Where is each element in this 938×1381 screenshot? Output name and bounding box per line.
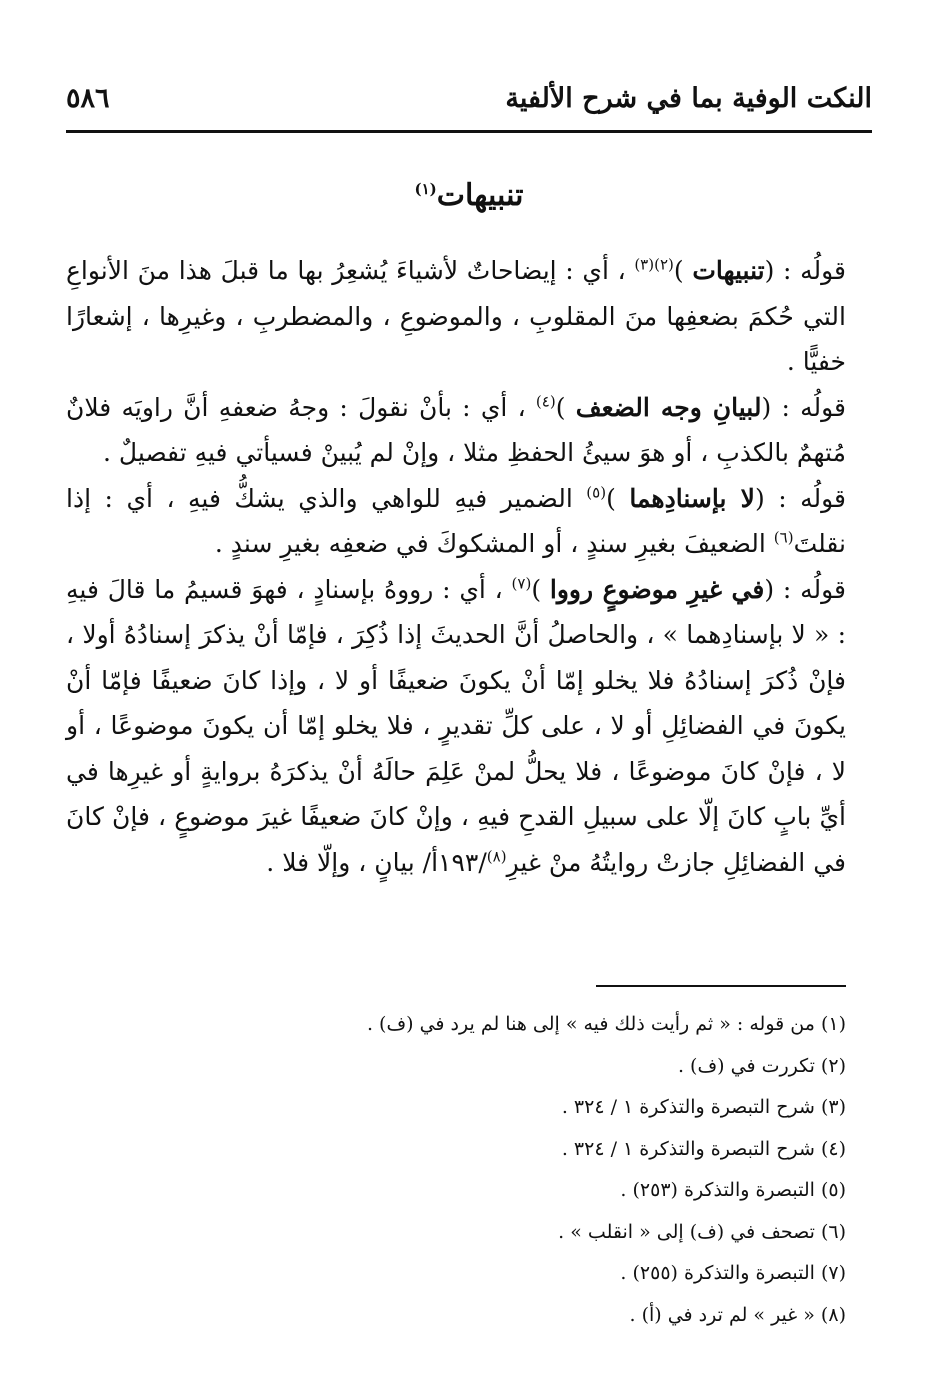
paragraph-close: ) [606,483,630,513]
footnote: (٥) التبصرة والتذكرة (٢٥٣) . [620,1179,846,1201]
page-number: ٥٨٦ [66,82,110,114]
footnote: (٧) التبصرة والتذكرة (٢٥٥) . [620,1262,846,1284]
footnote-ref: (٦) [773,528,794,547]
footnote-ref: (٥) [586,483,607,502]
paragraph-text: الضعيفَ بغيرِ سندٍ ، أو المشكوكَ في ضعفِه بغيرِ سندٍ . [214,529,774,558]
paragraph [66,248,846,385]
footnote-ref: (١) [414,180,437,198]
paragraph-lead: قولُه : ( [764,256,846,285]
section-heading-text: تنبيهات [436,178,524,213]
header-rule [66,130,872,133]
paragraph [66,476,846,567]
footnote-separator [596,985,846,987]
paragraph [66,567,846,886]
paragraph-lead: قولُه : ( [764,574,846,604]
main-text [66,248,846,885]
paragraph-text: ، أي : إيضاحاتٌ لأشياءَ يُشعِرُ بها ما قبلَ هذا منَ الأنواعِ التي حُكمَ بضعفِها منَ المقلوبِ ، والموضوعِ ، والمضطربِ ، وغيرِها ، إشعارًا خفيًّا . [66,256,846,376]
footnote: (٣) شرح التبصرة والتذكرة ١ / ٣٢٤ . [561,1096,846,1118]
paragraph-lead: قولُه : ( [754,483,846,513]
running-title: النكت الوفية بما في شرح الألفية [505,82,872,114]
paragraph-text: ، أي : رووهُ بإسنادٍ ، فهوَ قسيمُ ما قالَ فيهِ : « لا بإسنادِهما » ، والحاصلُ أنَّ الحديثَ إذا ذُكِرَ ، فإمّا أنْ يذكرَ إسنادُهُ أولا ، فإنْ ذُكرَ إسنادُهُ فلا يخلو إمّا أنْ يكونَ ضعيفًا أو لا ، وإذا كانَ ضعيفًا فإمّا أنْ يكونَ في الفضائِلِ أو لا ، على كلِّ تقديرٍ ، فلا يخلو إمّا أن يكونَ موضوعًا ، أو لا ، فإنْ كانَ موضوعًا ، فلا يحلُّ لمنْ عَلِمَ حالَهُ أنْ يذكرَهُ بروايةٍ أو غيرِها في أيِّ بابٍ كانَ إلّا على سبيلِ القدحِ فيهِ ، وإنْ كانَ ضعيفًا غيرَ موضوعٍ ، فإنْ كانَ في الفضائِلِ جازتْ روايتُهُ منْ غيرِ [66,574,846,877]
quoted-keyword: تنبيهات [692,256,765,285]
footnote-ref: (٨) [486,847,507,866]
quoted-keyword: في غيرِ موضوعٍ رووا [549,574,765,604]
paragraph-lead: قولُه : ( [761,392,847,422]
footnote-ref: (٧) [511,574,532,593]
paragraph-text: /١٩٣أ/ بيانٍ ، وإلّا فلا . [266,847,487,877]
paragraph [66,385,846,476]
footnote: (٢) تكررت في (ف) . [677,1054,846,1077]
quoted-keyword: لا بإسنادِهما [629,483,755,513]
page-header [66,76,872,120]
footnote: (٤) شرح التبصرة والتذكرة ١ / ٣٢٤ . [561,1137,846,1160]
footnote: (١) من قوله : « ثم رأيت ذلك فيه » إلى هنا لم يرد في (ف) . [366,1013,846,1035]
section-heading [0,178,938,213]
footnote-ref: (٢)(٣) [634,255,674,274]
footnote: (٦) تصحف في (ف) إلى « انقلب » . [558,1220,846,1243]
quoted-keyword: لبيانِ وجه الضعف [575,392,762,422]
footnotes [66,1004,846,1336]
paragraph-close: ) [531,574,550,604]
footnote-ref: (٤) [535,392,556,411]
footnote: (٨) « غير » لم ترد في (أ) . [629,1303,846,1326]
paragraph-close: ) [673,256,693,285]
paragraph-close: ) [555,392,576,422]
paragraph-text: ، أي : بأنْ نقولَ : وجهُ ضعفهِ أنَّ راويَه فلانٌ مُتهمٌ بالكذبِ ، أو هوَ سيئُ الحفظِ مثلا ، وإنْ لم يُبينْ فسيأتي فيهِ تفصيلٌ . [66,392,846,467]
paragraph-text: الضمير فيهِ للواهي والذي يشكُّ فيهِ ، أي : إذا نقلتَ [66,483,846,558]
